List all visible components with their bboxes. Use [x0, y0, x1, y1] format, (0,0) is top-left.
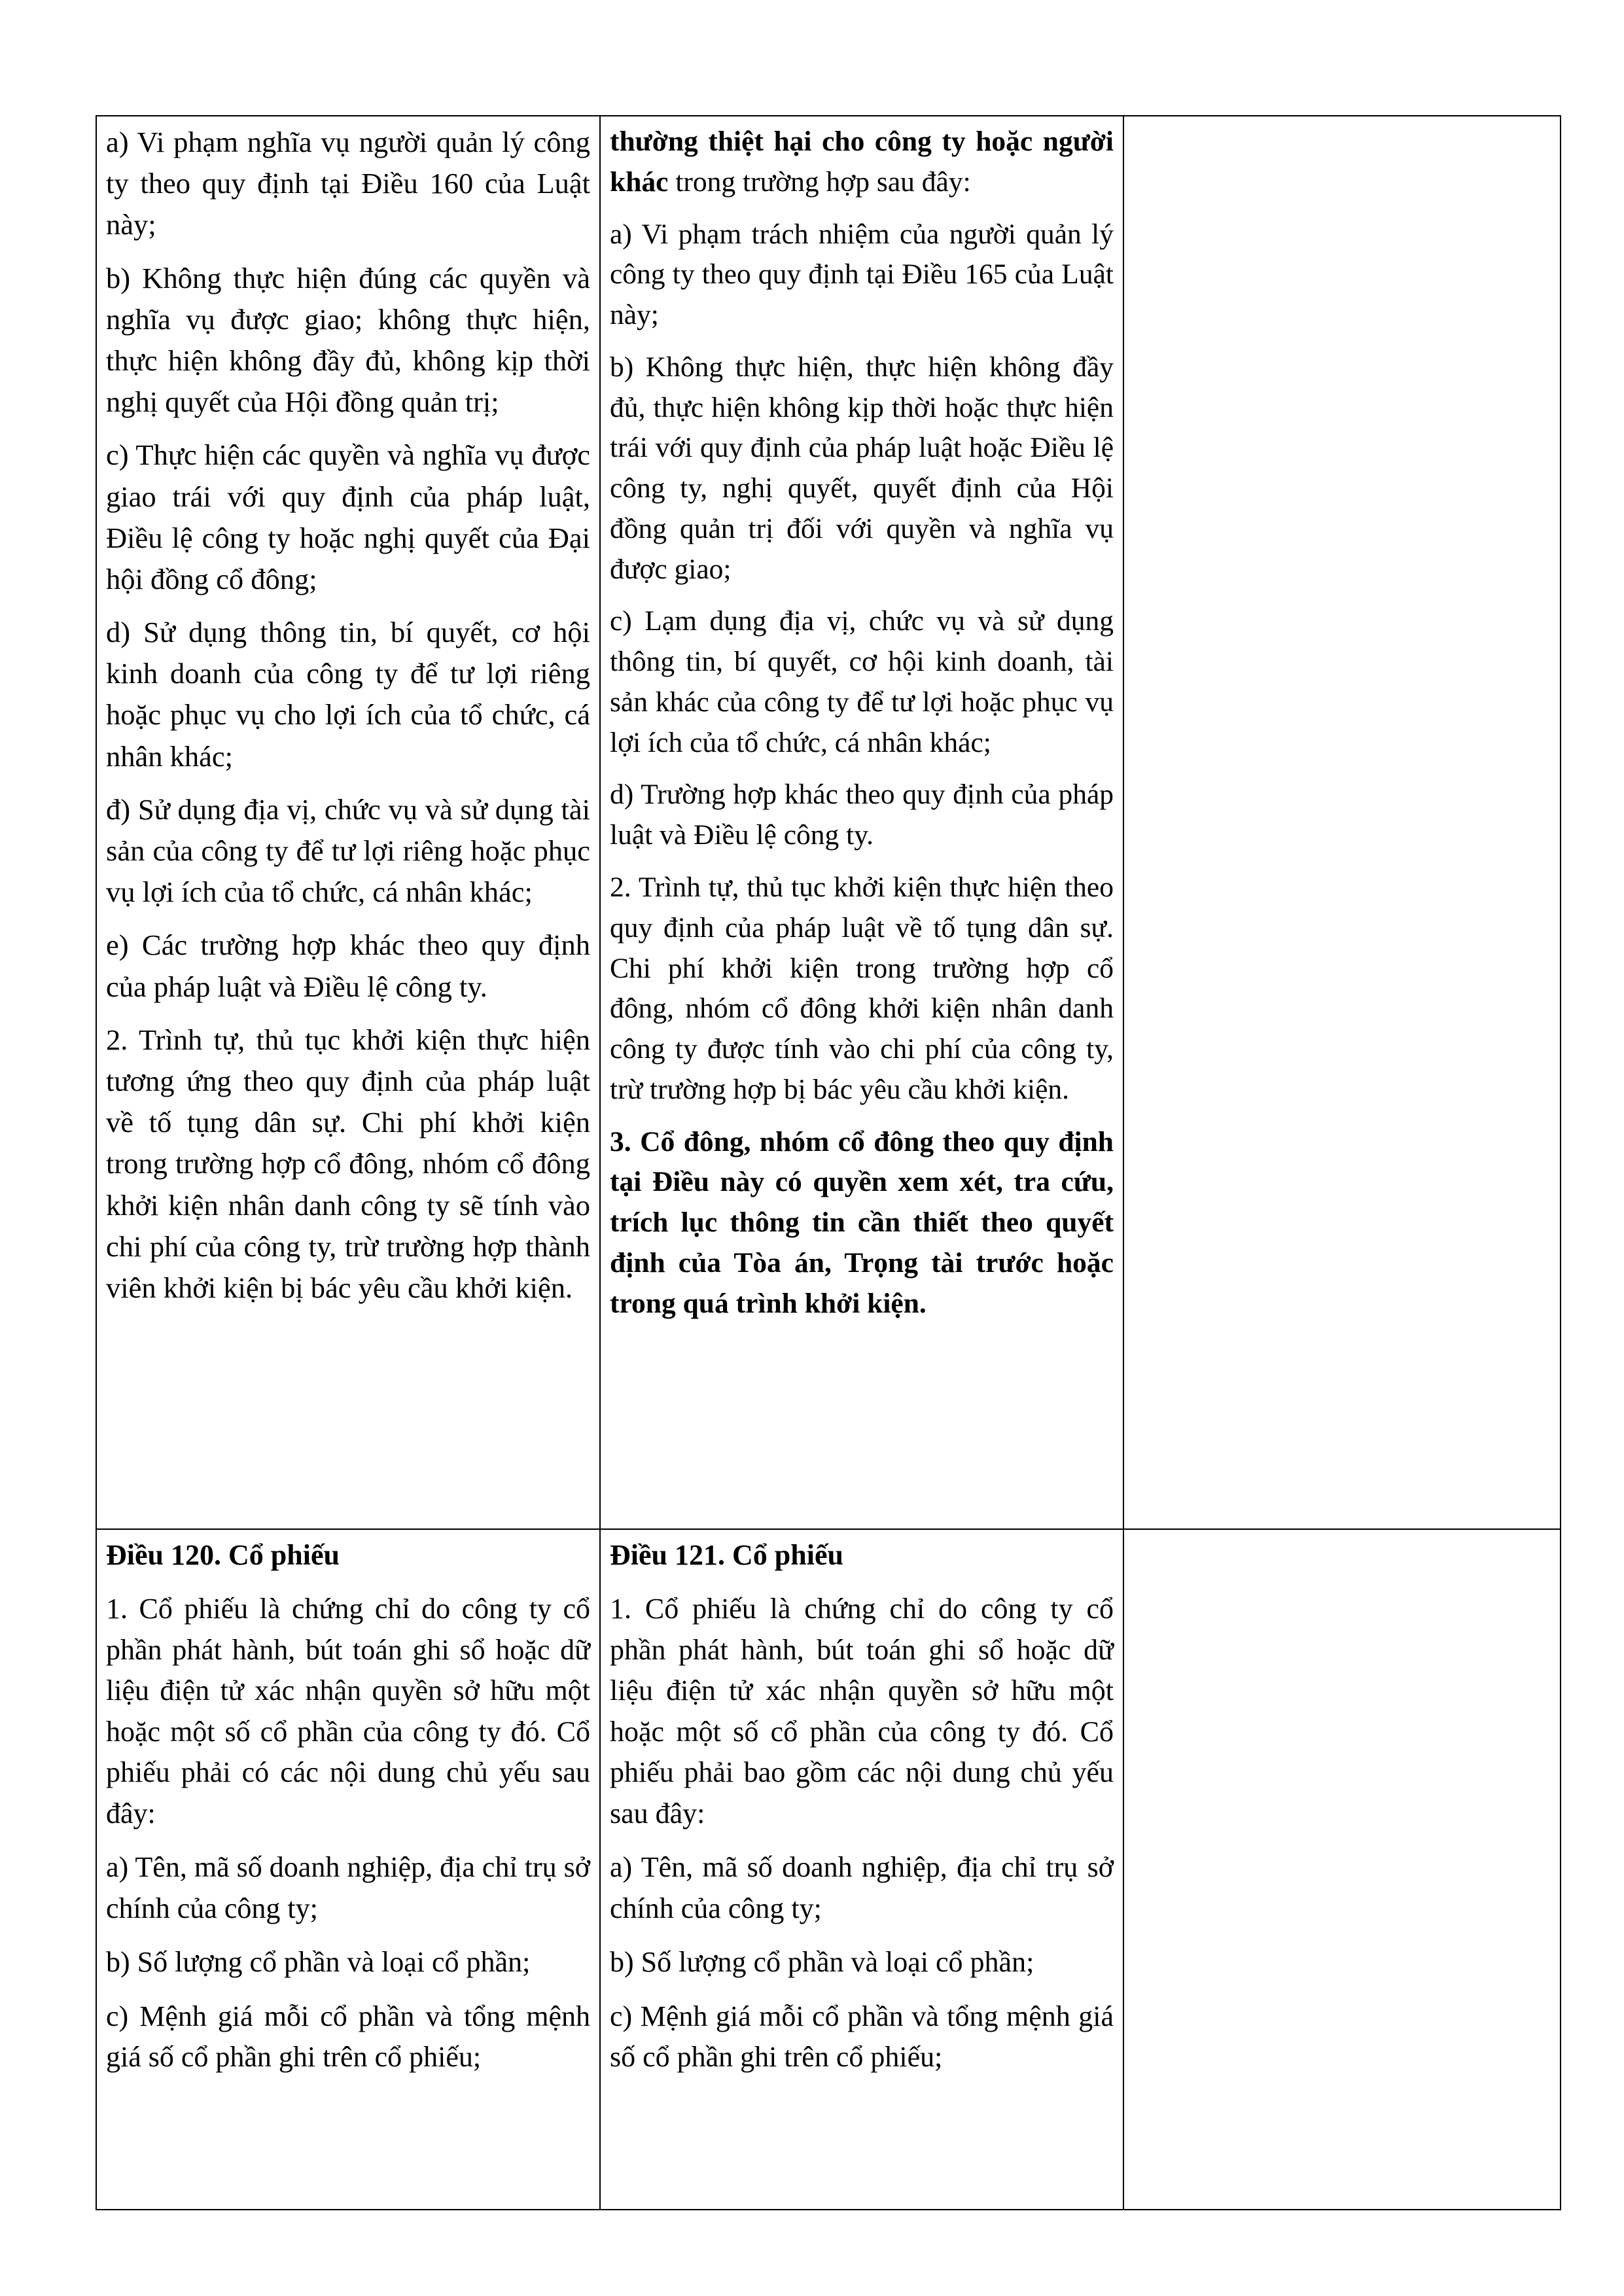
paragraph: b) Số lượng cổ phần và loại cổ phần; [610, 1946, 1034, 1979]
old-law-cell [96, 116, 600, 1529]
table-row [96, 116, 1561, 1529]
paragraph: b) Không thực hiện đúng các quyền và nghĩa vụ được giao; không thực hiện, thực hiện không đầy đủ, không kịp thời nghị quyết của Hội đồng quản trị; [106, 261, 590, 419]
paragraph: 2. Trình tự, thủ tục khởi kiện thực hiện tương ứng theo quy định của pháp luật về tố tụng dân sự. Chi phí khởi kiện trong trường hợp cổ đông, nhóm cổ đông khởi kiện nhân danh công ty sẽ tính vào chi phí của công ty, trừ trường hợp thành viên khởi kiện bị bác yêu cầu khởi kiện. [106, 1023, 590, 1304]
paragraph: đ) Sử dụng địa vị, chức vụ và sử dụng tài sản của công ty để tư lợi riêng hoặc phục vụ lợi ích của tổ chức, cá nhân khác; [106, 792, 590, 909]
paragraph: a) Vi phạm nghĩa vụ người quản lý công ty theo quy định tại Điều 160 của Luật này; [106, 126, 590, 241]
paragraph: d) Sử dụng thông tin, bí quyết, cơ hội kinh doanh của công ty để tư lợi riêng hoặc phục vụ cho lợi ích của tổ chức, cá nhân khác; [106, 616, 590, 773]
paragraph: d) Trường hợp khác theo quy định của pháp luật và Điều lệ công ty. [610, 779, 1114, 851]
regular-text: trong trường hợp sau đây: [668, 166, 971, 198]
article-title: Điều 121. Cổ phiếu [610, 1539, 843, 1571]
notes-cell [1123, 116, 1561, 1529]
notes-cell [1123, 1529, 1561, 2210]
new-law-cell [600, 1529, 1123, 2210]
paragraph: a) Tên, mã số doanh nghiệp, địa chỉ trụ sở chính của công ty; [610, 1851, 1114, 1924]
article-title: Điều 120. Cổ phiếu [106, 1539, 340, 1571]
paragraph: a) Tên, mã số doanh nghiệp, địa chỉ trụ sở chính của công ty; [106, 1851, 590, 1924]
paragraph: c) Thực hiện các quyền và nghĩa vụ được giao trái với quy định của pháp luật, Điều lệ công ty hoặc nghị quyết của Đại hội đồng cổ đông; [106, 438, 590, 595]
paragraph: 1. Cổ phiếu là chứng chỉ do công ty cổ phần phát hành, bút toán ghi sổ hoặc dữ liệu điện tử xác nhận quyền sở hữu một hoặc một số cổ phần của công ty đó. Cổ phiếu phải có các nội dung chủ yếu sau đây: [106, 1593, 590, 1829]
paragraph: c) Mệnh giá mỗi cổ phần và tổng mệnh giá số cổ phần ghi trên cổ phiếu; [610, 2000, 1114, 2074]
bold-text: thường thiệt hại cho công ty hoặc người khác [610, 126, 1114, 198]
paragraph: c) Mệnh giá mỗi cổ phần và tổng mệnh giá số cổ phần ghi trên cổ phiếu; [106, 2000, 590, 2074]
old-law-cell [96, 1529, 600, 2210]
paragraph: 2. Trình tự, thủ tục khởi kiện thực hiện theo quy định của pháp luật về tố tụng dân sự. Chi phí khởi kiện trong trường hợp cổ đông, nhóm cổ đông khởi kiện nhân danh công ty được tính vào chi phí của công ty, trừ trường hợp bị bác yêu cầu khởi kiện. [610, 872, 1114, 1105]
comparison-table [96, 115, 1561, 2210]
paragraph: b) Số lượng cổ phần và loại cổ phần; [106, 1946, 531, 1979]
paragraph: b) Không thực hiện, thực hiện không đầy đủ, thực hiện không kịp thời hoặc thực hiện trái với quy định của pháp luật hoặc Điều lệ công ty, nghị quyết, quyết định của Hội đồng quản trị đối với quyền và nghĩa vụ được giao; [610, 351, 1114, 585]
paragraph: a) Vi phạm trách nhiệm của người quản lý công ty theo quy định tại Điều 165 của Luật này; [610, 218, 1114, 331]
paragraph: e) Các trường hợp khác theo quy định của pháp luật và Điều lệ công ty. [106, 928, 590, 1003]
new-law-cell [600, 116, 1123, 1529]
table-row [96, 1529, 1561, 2210]
intro-paragraph [610, 122, 1114, 203]
paragraph: 1. Cổ phiếu là chứng chỉ do công ty cổ phần phát hành, bút toán ghi sổ hoặc dữ liệu điện tử xác nhận quyền sở hữu một hoặc một số cổ phần của công ty đó. Cổ phiếu phải bao gồm các nội dung chủ yếu sau đây: [610, 1593, 1114, 1829]
new-clause-paragraph: 3. Cổ đông, nhóm cổ đông theo quy định tại Điều này có quyền xem xét, tra cứu, trích lục thông tin cần thiết theo quyết định của Tòa án, Trọng tài trước hoặc trong quá trình khởi kiện. [610, 1125, 1114, 1319]
paragraph: c) Lạm dụng địa vị, chức vụ và sử dụng thông tin, bí quyết, cơ hội kinh doanh, tài sản khác của công ty để tư lợi hoặc phục vụ lợi ích của tổ chức, cá nhân khác; [610, 605, 1114, 758]
